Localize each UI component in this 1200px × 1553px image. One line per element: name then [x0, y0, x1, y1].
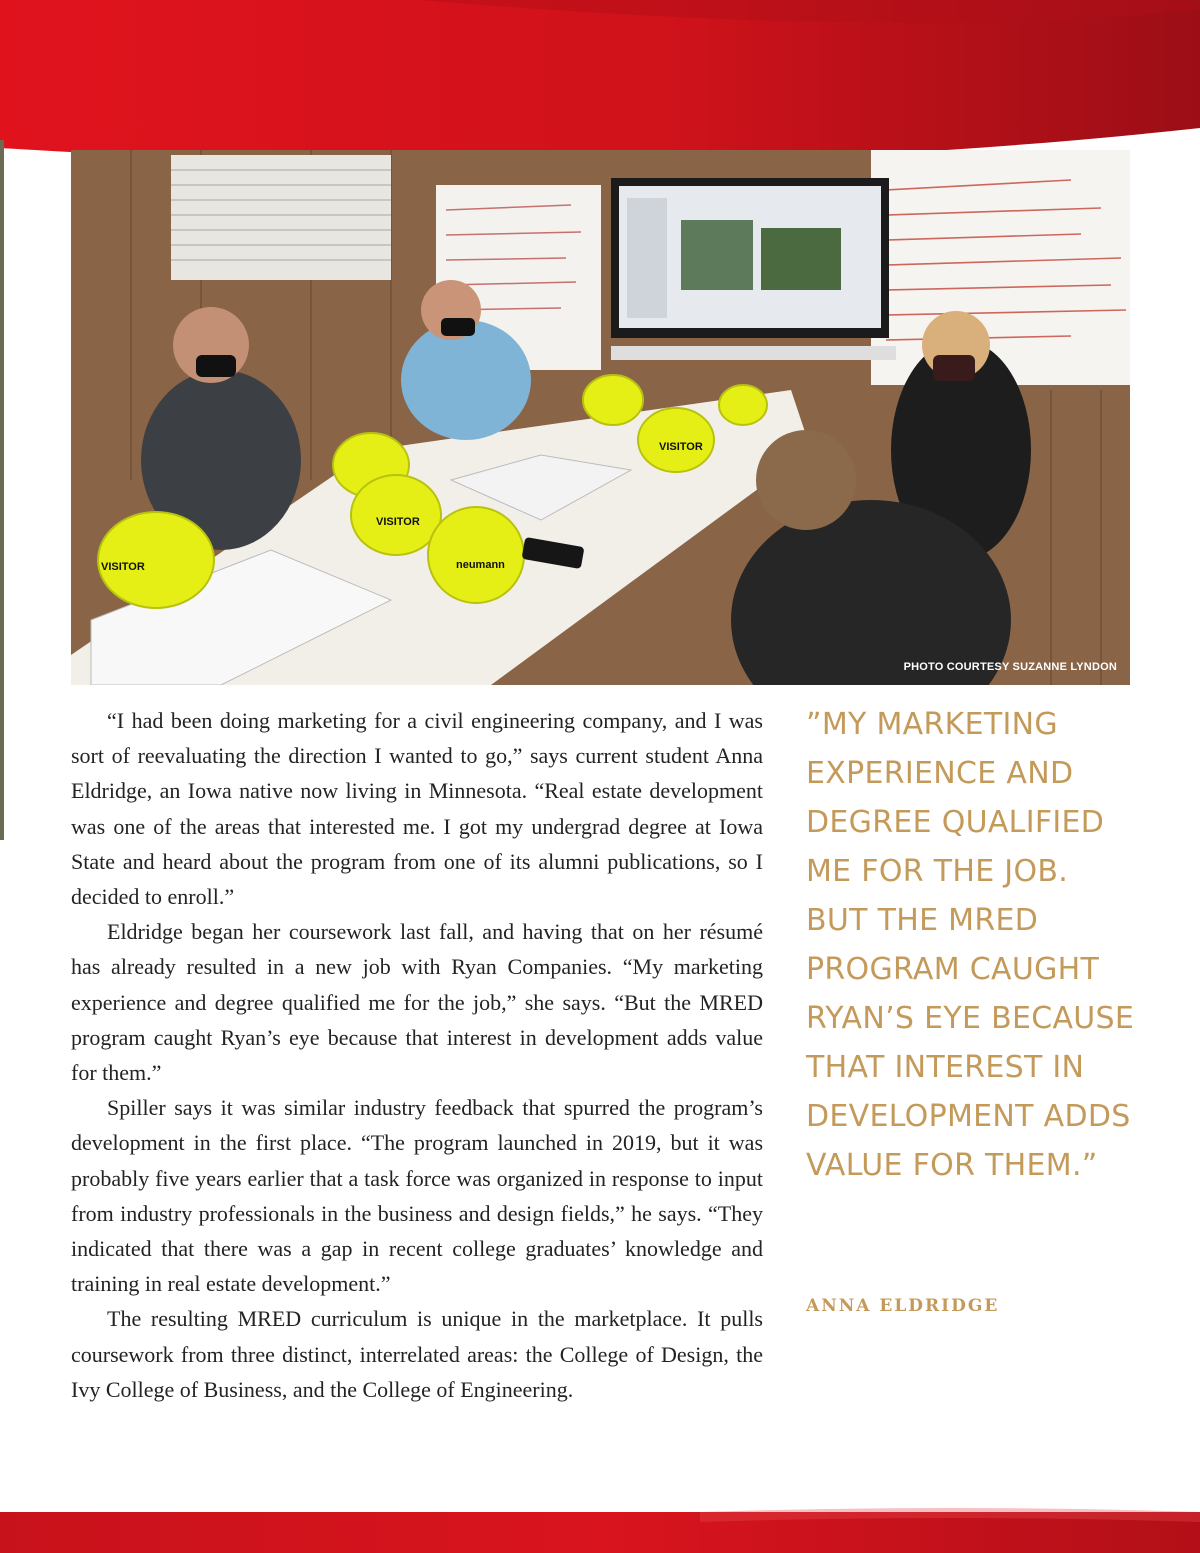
meeting-photo [71, 150, 1130, 685]
helmet-label: VISITOR [376, 516, 420, 528]
article-body [71, 703, 763, 1407]
photo-credit: PHOTO COURTESY SUZANNE LYNDON [903, 661, 1117, 673]
article-paragraph: “I had been doing marketing for a civil engineering company, and I was sort of reevaluating the direction I wanted to go,” says current student Anna Eldridge, an Iowa native now living in Minnesota. “Real estate development was one of the areas that interested me. I got my undergrad degree at Iowa State and heard about the program from one of its alumni publications, so I decided to enroll.” [71, 708, 763, 910]
article-paragraph: The resulting MRED curriculum is unique in the marketplace. It pulls coursework from three distinct, interrelated areas: the College of Design, the Ivy College of Business, and the College of Engineering. [71, 1306, 763, 1402]
bottom-red-banner [0, 1508, 1200, 1553]
helmet-label: VISITOR [659, 441, 703, 453]
helmet-label: VISITOR [101, 561, 145, 573]
helmet-brand: neumann [456, 559, 505, 571]
pull-quote-attribution: ANNA ELDRIDGE [806, 1296, 1000, 1316]
article-paragraph: Eldridge began her coursework last fall, and having that on her résumé has already resulted in a new job with Ryan Companies. “My marketing experience and degree qualified me for the job,” she says. “But the MRED program caught Ryan’s eye because that interest in development adds value for them.” [71, 919, 763, 1086]
pull-quote: ”MY MARKETING EXPERIENCE AND DEGREE QUALIFIED ME FOR THE JOB. BUT THE MRED PROGRAM CAUGHT RYAN’S EYE BECAUSE THAT INTEREST IN DEVELOPMENT ADDS VALUE FOR THEM.” [806, 707, 1135, 1183]
article-paragraph: Spiller says it was similar industry feedback that spurred the program’s development in the first place. “The program launched in 2019, but it was probably five years earlier that a task force was organized in response to input from industry professionals in the business and design fields,” he says. “They indicated that there was a gap in recent college graduates’ knowledge and training in real estate development.” [71, 1095, 763, 1297]
left-edge-strip [0, 140, 4, 840]
